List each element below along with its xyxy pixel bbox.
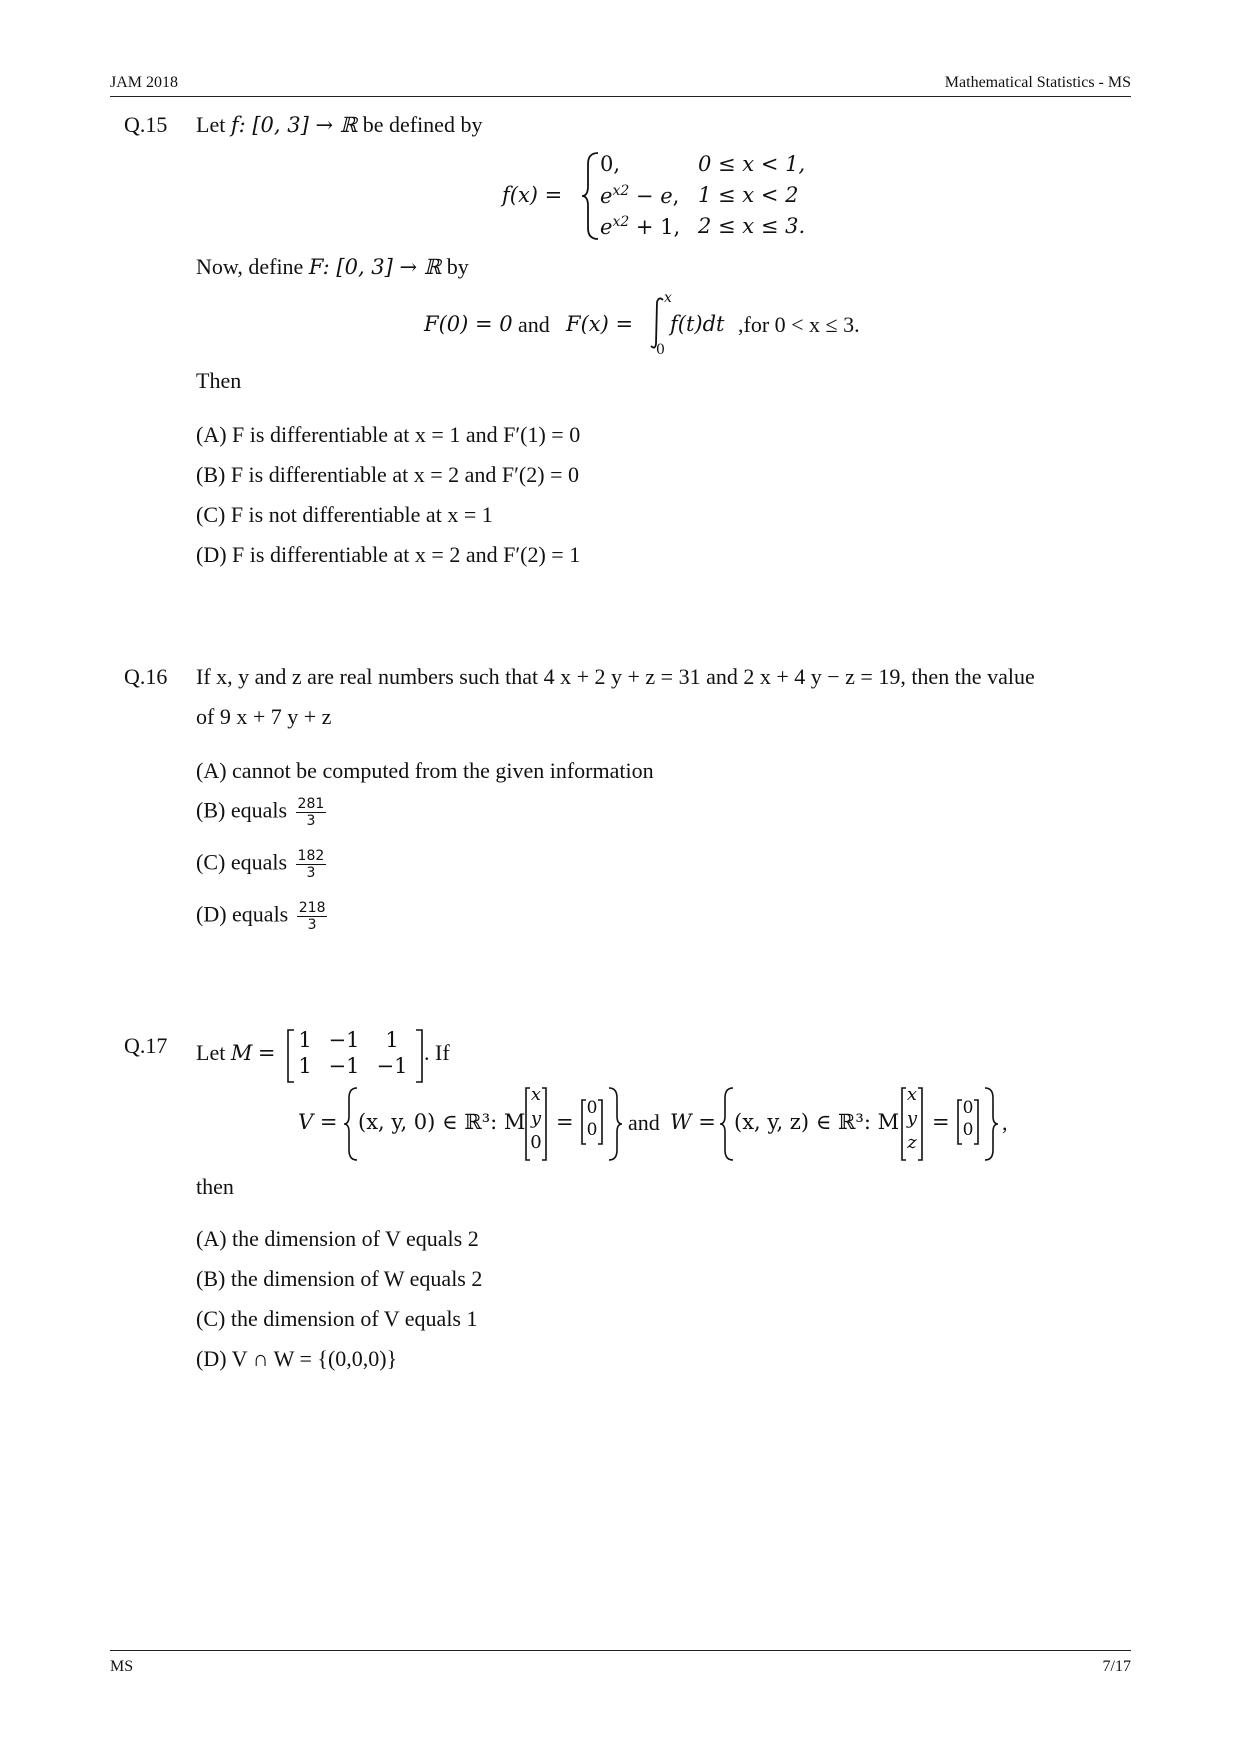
- q17-option-c: (C) the dimension of V equals 1: [196, 1306, 478, 1331]
- q17-comma: ,: [1002, 1110, 1008, 1135]
- q15-define-a: Now, define: [196, 254, 309, 279]
- q16-option-c: [196, 848, 326, 881]
- q15-case2-expr: $e^{x2} - e$,: [600, 183, 680, 208]
- q17-option-b: (B) the dimension of W equals 2: [196, 1266, 483, 1291]
- q17-and: and: [628, 1110, 660, 1135]
- q17-V-equals: =: [556, 1110, 574, 1134]
- q17-if: . If: [424, 1040, 450, 1065]
- q16-line1: If x, y and z are real numbers such that 4 x + 2 y + z = 31 and 2 x + 4 y − z = 19, then the value: [196, 664, 1035, 689]
- q15-Fx: F(x) =: [566, 312, 634, 336]
- q17-W-vec-x: x: [906, 1084, 918, 1105]
- q17-V-zero-2: 0: [586, 1120, 598, 1140]
- q15-case2-cond: 1 ≤ x < 2: [698, 183, 799, 207]
- q15-integrand: f(t)dt: [670, 312, 725, 336]
- q17-W-vec-z: z: [907, 1132, 917, 1153]
- q15-option-d: (D) F is differentiable at x = 2 and F′(2) = 1: [196, 542, 581, 567]
- q17-option-d: (D) V ∩ W = {(0,0,0)}: [196, 1346, 398, 1371]
- q17-W-zero-1: 0: [962, 1098, 974, 1118]
- q16-line2: of 9 x + 7 y + z: [196, 704, 332, 729]
- q16-option-b-label: (B) equals: [196, 797, 288, 823]
- q17-V-eq: V =: [298, 1110, 338, 1134]
- q15-intro-a: Let: [196, 112, 231, 137]
- q16-option-c-fraction: [296, 848, 327, 881]
- q15-define-math: F: [0, 3] → ℝ: [308, 255, 442, 279]
- q16-option-d-label: (D) equals: [196, 901, 289, 927]
- q17-V-vec-0: 0: [530, 1132, 542, 1153]
- q16-option-d-fraction: [297, 900, 328, 933]
- q15-define: [196, 254, 469, 280]
- q16-option-b: [196, 796, 326, 829]
- q16-option-b-numerator: 281: [297, 796, 325, 812]
- footer-rule: [110, 1650, 1131, 1651]
- q17-W-vec-y: y: [906, 1108, 918, 1129]
- q16-option-d-denominator: 3: [307, 917, 317, 933]
- q16-option-b-denominator: 3: [306, 813, 316, 829]
- q17-m12: −1: [328, 1028, 360, 1052]
- q15-intro-math: f: [0, 3] → ℝ: [230, 113, 358, 137]
- header-right: Mathematical Statistics - MS: [944, 74, 1131, 91]
- q17-W-set: (x, y, z) ∈ ℝ³: M: [734, 1110, 900, 1134]
- q16-option-d-numerator: 218: [298, 900, 326, 916]
- q15-option-a: (A) F is differentiable at x = 1 and F′(1) = 0: [196, 422, 581, 447]
- q15-case3-cond: 2 ≤ x ≤ 3.: [698, 214, 806, 238]
- q17-m23: −1: [376, 1054, 408, 1078]
- footer-left: MS: [110, 1658, 134, 1675]
- q15-intro: [196, 112, 482, 138]
- q16-option-a: (A) cannot be computed from the given information: [196, 758, 654, 783]
- header-left: JAM 2018: [110, 74, 179, 91]
- q15-case1-expr: 0,: [600, 152, 621, 176]
- q16-option-d: [196, 900, 327, 933]
- q16-option-b-fraction: [296, 796, 327, 829]
- q15-fx: f(x) =: [502, 183, 563, 207]
- q17-W-close-brace: [982, 1086, 1000, 1162]
- q16-option-c-label: (C) equals: [196, 849, 288, 875]
- q17-m11: 1: [298, 1028, 312, 1052]
- q17-m22: −1: [328, 1054, 360, 1078]
- q17-then: then: [196, 1174, 234, 1199]
- q15-number: Q.15: [124, 112, 168, 137]
- q16-option-c-numerator: 182: [297, 848, 325, 864]
- q16-option-c-denominator: 3: [306, 865, 316, 881]
- q17-W-equals: =: [932, 1110, 950, 1134]
- q15-option-c: (C) F is not differentiable at x = 1: [196, 502, 493, 527]
- q15-int-lower: 0: [656, 342, 665, 358]
- q17-V-close-brace: [606, 1086, 624, 1162]
- q17-V-vec-y: y: [530, 1108, 542, 1129]
- header-rule: [110, 96, 1131, 97]
- q15-then: Then: [196, 368, 242, 393]
- q17-W-zero-2: 0: [962, 1120, 974, 1140]
- q15-for: ,for 0 < x ≤ 3.: [738, 312, 860, 337]
- q15-and: and: [518, 312, 550, 337]
- q15-case3-expr: $e^{x2} + 1$,: [600, 214, 681, 239]
- q17-let: Let M =: [196, 1040, 276, 1065]
- q17-V-set: (x, y, 0) ∈ ℝ³: M: [358, 1110, 526, 1134]
- q15-case1-cond: 0 ≤ x < 1,: [698, 152, 806, 176]
- q15-define-b: by: [441, 254, 469, 279]
- footer-right: 7/17: [1102, 1658, 1131, 1675]
- q17-number: Q.17: [124, 1033, 168, 1058]
- q15-option-b: (B) F is differentiable at x = 2 and F′(2) = 0: [196, 462, 579, 487]
- q16-number: Q.16: [124, 664, 168, 689]
- q17-m21: 1: [298, 1054, 312, 1078]
- q17-m13: 1: [385, 1028, 399, 1052]
- q17-V-zero-1: 0: [586, 1098, 598, 1118]
- q15-F0: F(0) = 0: [424, 312, 513, 336]
- q15-int-upper: x: [664, 290, 672, 306]
- q15-left-brace: [580, 150, 602, 242]
- q15-intro-b: be defined by: [357, 112, 483, 137]
- q17-V-vec-x: x: [530, 1084, 542, 1105]
- q17-option-a: (A) the dimension of V equals 2: [196, 1226, 479, 1251]
- q17-W-eq: W =: [670, 1110, 716, 1134]
